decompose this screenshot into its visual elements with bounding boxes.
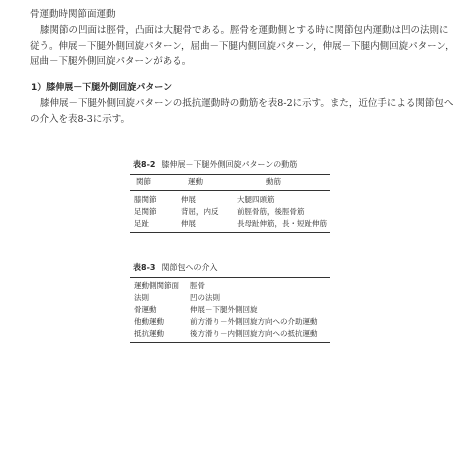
subsection-line-1: 膝伸展－下腿外側回旋パターンの抵抗運動時の動筋を表8-2に示す。また，近位手による関節包へ xyxy=(40,98,454,109)
table-title: 関節包への介入 xyxy=(161,263,218,272)
table-cell: 足趾 xyxy=(134,219,149,228)
table-cell: 前方滑り－外側回旋方向への介助運動 xyxy=(190,317,318,326)
table-cell: 凹の法則 xyxy=(190,293,220,302)
intro-line-3: 屈曲－下腿外側回旋パターンがある。 xyxy=(30,56,192,67)
table-header-joint: 関節 xyxy=(136,177,151,186)
table-cell: 後方滑り－内側回旋方向への抵抗運動 xyxy=(190,329,318,338)
subsection-heading: 1）膝伸展－下腿外側回旋パターン xyxy=(31,83,173,93)
subsection-line-2: の介入を表8-3に示す。 xyxy=(30,114,131,125)
table-cell: 膝関節 xyxy=(134,195,157,204)
table-number: 表8-3 xyxy=(133,263,156,272)
table-top-rule xyxy=(130,277,330,278)
table-caption xyxy=(133,160,297,170)
table-cell: 他動運動 xyxy=(134,317,164,326)
table-cell: 背屈，内反 xyxy=(181,207,219,216)
table-number: 表8-2 xyxy=(133,160,156,169)
table-cell: 運動側関節面 xyxy=(134,281,179,290)
table-cell: 伸展 xyxy=(181,219,196,228)
intro-line-1: 膝関節の凹面は脛骨，凸面は大腿骨である。脛骨を運動側とする時に関節包内運動は凹の法則に xyxy=(40,25,449,36)
table-header-muscles: 動筋 xyxy=(266,177,281,186)
table-cell: 伸展 xyxy=(181,195,196,204)
table-bottom-rule xyxy=(130,342,330,343)
table-cell: 抵抗運動 xyxy=(134,329,164,338)
table-cell: 骨運動 xyxy=(134,305,157,314)
table-cell: 大腿四頭筋 xyxy=(237,195,275,204)
table-cell: 前脛骨筋，後脛骨筋 xyxy=(237,207,305,216)
table-cell: 脛骨 xyxy=(190,281,205,290)
table-cell: 伸展－下腿外側回旋 xyxy=(190,305,258,314)
table-top-rule xyxy=(130,174,330,175)
table-cell: 長母趾伸筋，長・短趾伸筋 xyxy=(237,219,327,228)
section-title: 骨運動時関節面運動 xyxy=(30,9,116,20)
table-cell: 法則 xyxy=(134,293,149,302)
table-title: 膝伸展－下腿外側回旋パターンの動筋 xyxy=(161,160,298,169)
table-cell: 足関節 xyxy=(134,207,157,216)
intro-line-2: 従う。伸展－下腿外側回旋パターン，屈曲－下腿内側回旋パターン，伸展－下腿内側回旋パターン， xyxy=(30,41,455,52)
table-header-rule xyxy=(130,190,330,191)
table-caption xyxy=(133,263,217,273)
table-header-movement: 運動 xyxy=(188,177,203,186)
table-bottom-rule xyxy=(130,232,330,233)
